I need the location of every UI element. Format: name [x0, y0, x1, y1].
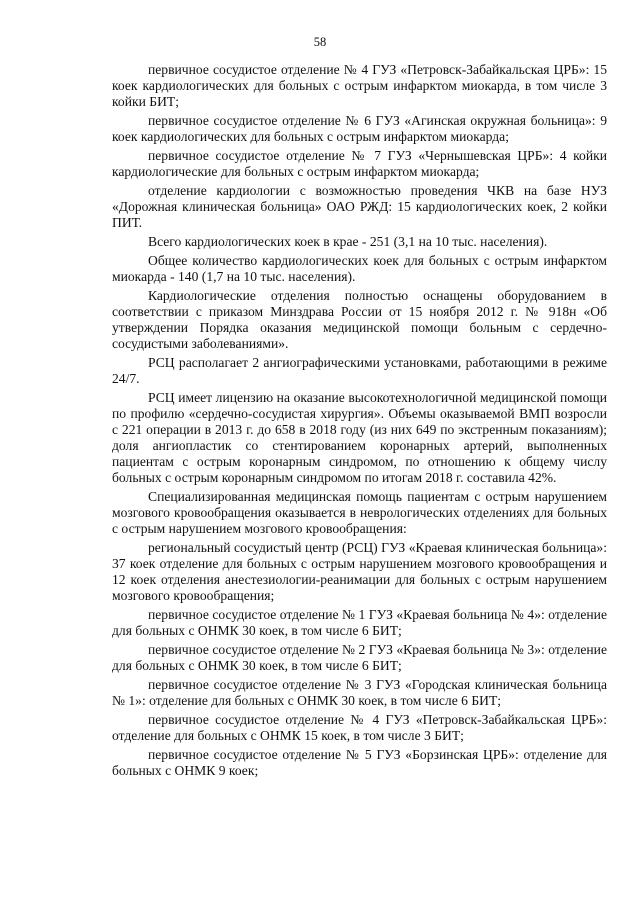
paragraph-angiography: РСЦ располагает 2 ангиографическими установками, работающими в режиме 24/7. [112, 355, 607, 386]
document-body [112, 62, 607, 782]
paragraph-total-cardio-beds: Всего кардиологических коек в крае - 251 (3,1 на 10 тыс. населения). [148, 234, 548, 249]
paragraph-equipment: Кардиологические отделения полностью оснащены оборудованием в соответствии с приказом Минздрава России от 15 ноября 2012 г. № 918н «Об утверждении Порядка оказания медицинской помощи больным с сердечно-сосудистыми заболеваниями». [112, 288, 607, 351]
paragraph-pso-6-cardio: первичное сосудистое отделение № 6 ГУЗ «Агинская окружная больница»: 9 коек кардиологических для больных с острым инфарктом миокарда; [112, 113, 607, 144]
paragraph-total-mi-beds: Общее количество кардиологических коек для больных с острым инфарктом миокарда - 140 (1,7 на 10 тыс. населения). [112, 253, 607, 284]
paragraph-pso-4-stroke: первичное сосудистое отделение № 4 ГУЗ «Петровск-Забайкальская ЦРБ»: отделение для больных с ОНМК 15 коек, в том числе 3 БИТ; [112, 712, 607, 743]
paragraph-stroke-care: Специализированная медицинская помощь пациентам с острым нарушением мозгового кровообращения оказывается в неврологических отделениях для больных с острым нарушением мозгового кровообращения: [112, 489, 607, 536]
paragraph-pso-5-stroke: первичное сосудистое отделение № 5 ГУЗ «Борзинская ЦРБ»: отделение для больных с ОНМК 9 коек; [112, 747, 607, 778]
paragraph-pso-2-stroke: первичное сосудистое отделение № 2 ГУЗ «Краевая больница № 3»: отделение для больных с ОНМК 30 коек, в том числе 6 БИТ; [112, 642, 607, 673]
paragraph-pso-4-cardio: первичное сосудистое отделение № 4 ГУЗ «Петровск-Забайкальская ЦРБ»: 15 коек кардиологических для больных с острым инфарктом миокарда, в том числе 3 койки БИТ; [112, 62, 607, 109]
paragraph-pso-7-cardio: первичное сосудистое отделение № 7 ГУЗ «Чернышевская ЦРБ»: 4 койки кардиологические для больных с острым инфарктом миокарда; [112, 148, 607, 179]
paragraph-pso-3-stroke: первичное сосудистое отделение № 3 ГУЗ «Городская клиническая больница № 1»: отделение для больных с ОНМК 30 коек, в том числе 6 БИТ; [112, 677, 607, 708]
paragraph-cardiology-dept-rzd: отделение кардиологии с возможностью проведения ЧКВ на базе НУЗ «Дорожная клиническая больница» ОАО РЖД: 15 кардиологических коек, 2 койки ПИТ. [112, 183, 607, 230]
paragraph-pso-1-stroke: первичное сосудистое отделение № 1 ГУЗ «Краевая больница № 4»: отделение для больных с ОНМК 30 коек, в том числе 6 БИТ; [112, 607, 607, 638]
paragraph-license-vmp: РСЦ имеет лицензию на оказание высокотехнологичной медицинской помощи по профилю «сердечно-сосудистая хирургия». Объемы оказываемой ВМП возросли с 221 операции в 2013 г. до 658 в 2018 году (из них 649 по экстренным показаниям); доля ангиопластик со стентированием коронарных артерий, выполненных пациентам с острым коронарным синдромом, по отношению к общему числу больных с острым коронарным синдромом по итогам 2018 г. составила 42%. [112, 390, 607, 485]
page-number: 58 [313, 35, 327, 49]
paragraph-rsc-stroke: региональный сосудистый центр (РСЦ) ГУЗ «Краевая клиническая больница»: 37 коек отделение для больных с острым нарушением мозгового кровообращения и 12 коек отделения анестезиологии-реанимации для больных с острым нарушением мозгового кровообращения; [112, 540, 607, 603]
